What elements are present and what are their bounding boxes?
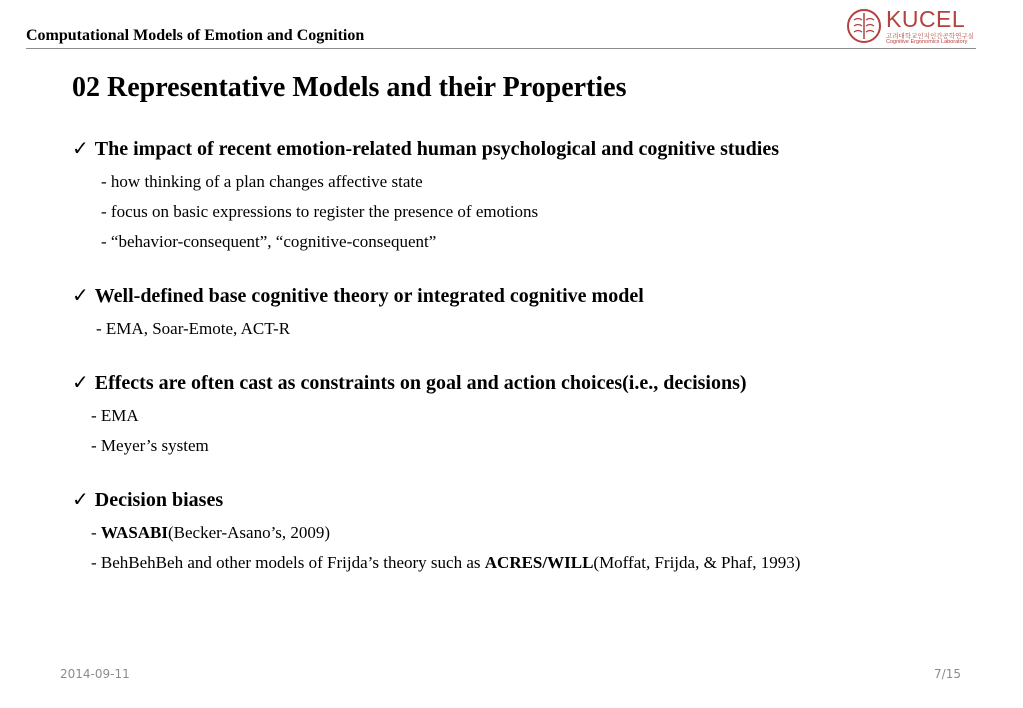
slide-title: 02 Representative Models and their Properties (72, 72, 627, 103)
item-citation: (Moffat, Frijda, & Phaf, 1993) (593, 553, 801, 572)
section-1 (72, 134, 992, 257)
section-heading-text: Decision biases (94, 489, 224, 511)
model-name: WASABI (100, 523, 169, 542)
slide-content (72, 134, 992, 602)
logo-wordmark: KUCEL (886, 6, 966, 32)
check-icon: ✓ (72, 489, 89, 511)
logo (846, 6, 974, 45)
section-heading (72, 485, 992, 518)
list-item: - “behavior-consequent”, “cognitive-consequent” (101, 232, 437, 251)
list-item: - EMA, Soar-Emote, ACT-R (96, 319, 291, 338)
list-item: - Meyer’s system (91, 436, 209, 455)
logo-subtitle-ko: 고려대학교인지인간공학연구실 (886, 33, 974, 40)
check-icon: ✓ (72, 285, 89, 307)
section-2 (72, 281, 992, 344)
section-3 (72, 368, 992, 461)
footer-date: 2014-09-11 (60, 667, 130, 681)
section-heading (72, 281, 992, 314)
section-heading-text: The impact of recent emotion-related human psychological and cognitive studies (94, 138, 780, 160)
check-icon: ✓ (72, 372, 89, 394)
section-heading-text: Effects are often cast as constraints on goal and action choices(i.e., decisions) (94, 372, 747, 394)
list-item: - EMA (91, 406, 139, 425)
section-heading (72, 368, 992, 401)
header-rule (26, 48, 976, 49)
list-item (72, 548, 992, 578)
section-heading-text: Well-defined base cognitive theory or integrated cognitive model (94, 285, 644, 307)
list-item (72, 518, 992, 548)
logo-subtitle-en: Cognitive Ergonomics Laboratory (886, 39, 968, 45)
list-item: - focus on basic expressions to register the presence of emotions (101, 202, 539, 221)
model-name: ACRES/WILL (484, 553, 594, 572)
section-4 (72, 485, 992, 578)
item-prefix: - (91, 523, 101, 542)
list-item: - how thinking of a plan changes affective state (101, 172, 423, 191)
item-citation: (Becker-Asano’s, 2009) (168, 523, 331, 542)
brain-icon (846, 8, 882, 44)
item-prefix: - BehBehBeh and other models of Frijda’s theory such as (91, 553, 485, 572)
page-number: 7/15 (934, 667, 961, 681)
header-title: Computational Models of Emotion and Cognition (26, 27, 365, 44)
check-icon: ✓ (72, 138, 89, 160)
section-heading (72, 134, 992, 167)
